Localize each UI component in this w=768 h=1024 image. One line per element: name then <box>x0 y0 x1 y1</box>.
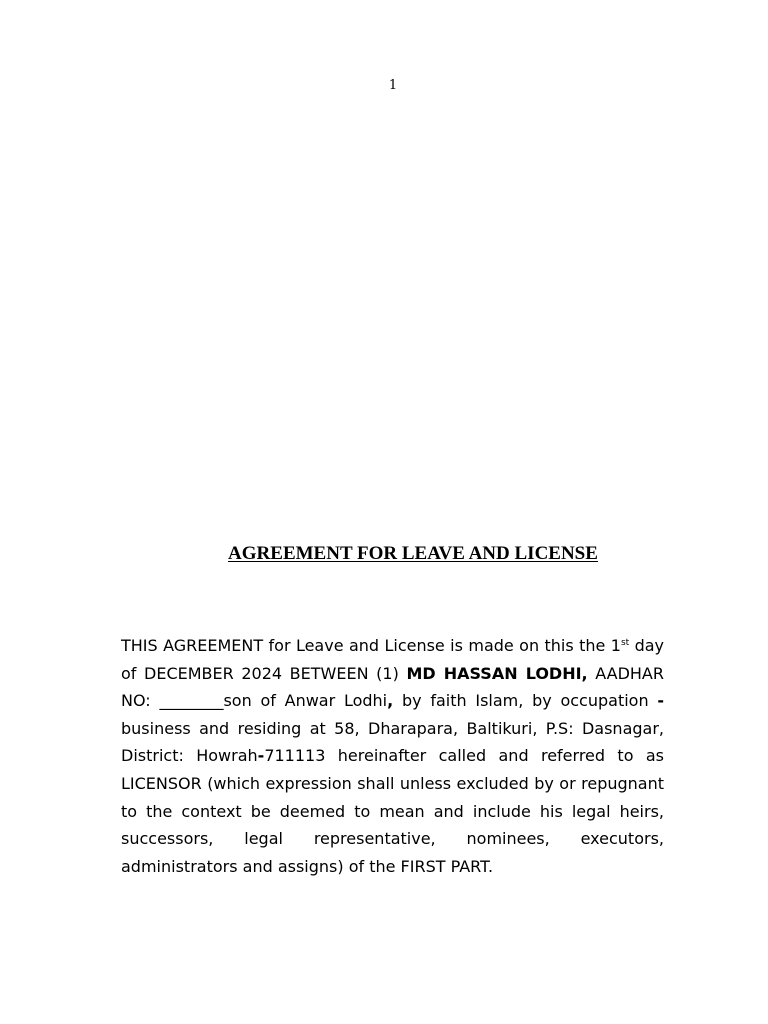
intro-text: THIS AGREEMENT for Leave and License is made on this the 1 <box>121 636 621 655</box>
page-number: 1 <box>388 78 398 93</box>
date-text: day of DECEMBER 2024 BETWEEN (1) <box>121 636 665 683</box>
aadhar-label: AADHAR NO: <box>121 663 664 711</box>
ordinal-suffix: st <box>620 638 630 648</box>
document-title: AGREEMENT FOR LEAVE AND LICENSE <box>228 543 598 564</box>
licensor-definition-text: 711113 hereinafter called and referred to as LICENSOR (which expression shall unless excluded by or repugnant to the context be deemed to mean and include his legal heirs, successors, legal representative, nominees, executors, administrators and assigns) of the FIRST PART. <box>121 746 665 876</box>
agreement-paragraph <box>121 632 664 880</box>
bold-dash: - <box>257 746 265 766</box>
licensor-name: MD HASSAN LODHI, <box>406 663 588 683</box>
aadhar-blank: ________ <box>159 691 224 711</box>
bold-dash: - <box>657 691 665 711</box>
son-of-text: son of Anwar Lodhi <box>223 691 388 711</box>
faith-occupation-text: by faith Islam, by occupation <box>393 691 658 711</box>
residence-text: business and residing at 58, Dharapara, Baltikuri, P.S: Dasnagar, District: Howrah <box>121 718 664 766</box>
bold-comma: , <box>387 691 394 711</box>
